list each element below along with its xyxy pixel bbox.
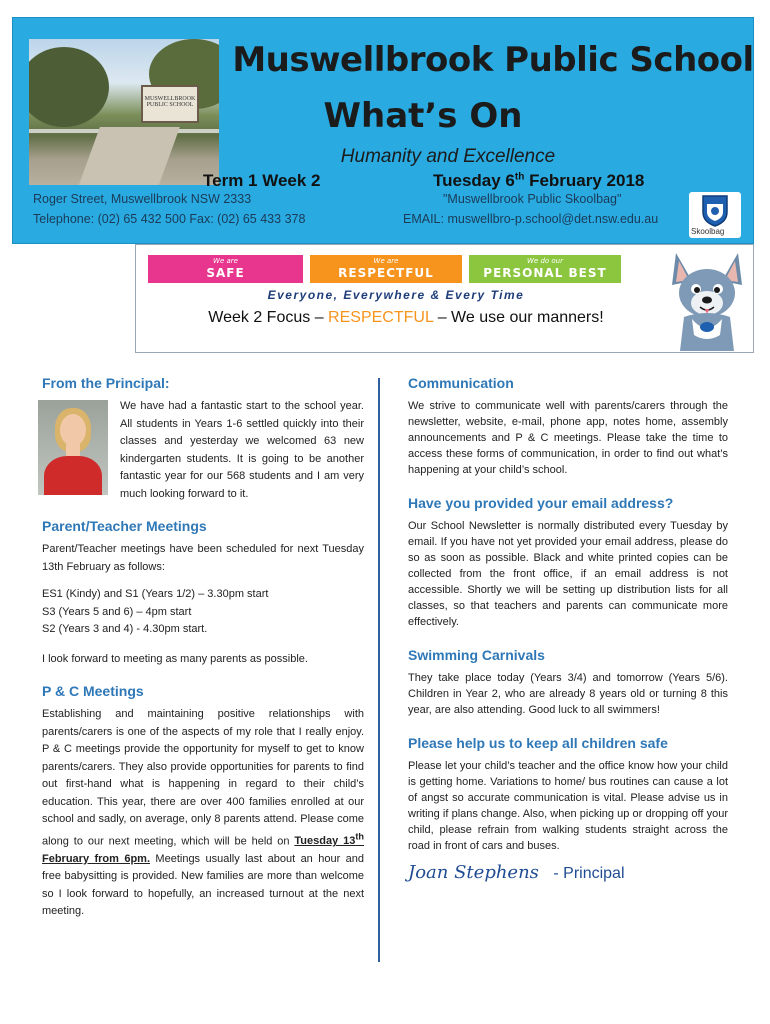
parent-teacher-closing: I look forward to meeting as many parents as possible. — [42, 652, 308, 665]
photo-sign: MUSWELLBROOK PUBLIC SCHOOL — [144, 96, 196, 108]
schedule-item: ES1 (Kindy) and S1 (Years 1/2) – 3.30pm start — [42, 588, 269, 600]
school-name: Muswellbrook Public School — [232, 40, 754, 80]
value-personal-best-badge: We do our PERSONAL BEST — [469, 255, 621, 283]
communication-section — [408, 374, 728, 478]
email-heading: Have you provided your email address? — [408, 495, 674, 511]
right-column — [408, 374, 728, 883]
email-section — [408, 494, 728, 630]
newsletter-header — [12, 17, 754, 244]
term-week: Term 1 Week 2 — [203, 171, 321, 190]
pc-meetings-text: Establishing and maintaining positive relationships with parents/carers is one of the aspects of my role that I really enjoy. P & C meetings provide the opportunity for myself to get to know parents/carers. They also provide opportunities for parents to find out first-hand what is happening in regard to their child’s education. This year, there are over 400 families enrolled at our school and sadly, on average, only 8 parents attend. Please come along to our next meeting, which will be held on Tuesday 13th February from 6pm. Meetings usually last about an hour and free babysitting is provided. New families are more than welcome so I look forward to hopefully, an increased turnout at the next meeting. — [42, 708, 364, 918]
meeting-date-highlight: Tuesday 13th February from 6pm. — [42, 831, 364, 865]
value-safe-badge: We are SAFE — [148, 255, 303, 283]
swimming-text: They take place today (Years 3/4) and tomorrow (Years 5/6). Children in Year 2, who are already 8 years old or turning 8 this year, are also attending. Good luck to all swimmers! — [408, 672, 728, 716]
principal-heading: From the Principal: — [42, 375, 170, 391]
skoolbag-logo: Skoolbag — [689, 192, 741, 238]
principal-signature — [408, 862, 728, 883]
pc-meetings-heading: P & C Meetings — [42, 683, 144, 699]
signature-role: - Principal — [553, 865, 625, 882]
parent-teacher-section — [42, 517, 364, 668]
value-respectful-badge: We are RESPECTFUL — [310, 255, 462, 283]
skoolbag-app-name: "Muswellbrook Public Skoolbag" — [443, 192, 622, 206]
meeting-schedule — [42, 586, 364, 639]
dog-mascot-icon — [662, 247, 752, 351]
school-email[interactable]: EMAIL: muswellbro-p.school@det.nsw.edu.au — [403, 212, 659, 226]
school-address: Roger Street, Muswellbrook NSW 2333 — [33, 192, 252, 206]
safety-heading: Please help us to keep all children safe — [408, 735, 668, 751]
safety-section — [408, 734, 728, 854]
school-entrance-photo — [29, 39, 219, 185]
pc-meetings-section — [42, 682, 364, 921]
schedule-item: S3 (Years 5 and 6) – 4pm start — [42, 605, 192, 618]
left-column — [42, 374, 364, 935]
school-values-panel — [135, 244, 754, 353]
swimming-heading: Swimming Carnivals — [408, 647, 545, 663]
school-phone-fax: Telephone: (02) 65 432 500 Fax: (02) 65 433 378 — [33, 212, 306, 226]
school-crest-icon — [689, 192, 741, 228]
email-text: Our School Newsletter is normally distributed every Tuesday by email. If you have not yet provided your email address, please do so as soon as possible. Black and white printed copies can be collected from the front office, if an email address is not accessible. Shortly we will be setting up distribution lists for all classes, so that teachers and parents can communicate more effectively. — [408, 520, 728, 628]
schedule-item: S2 (Years 3 and 4) - 4.30pm start. — [42, 623, 208, 635]
principal-section — [42, 374, 364, 503]
principal-photo — [38, 400, 108, 495]
communication-heading: Communication — [408, 375, 514, 391]
safety-text: Please let your child’s teacher and the office know how your child is getting home. Variations to home/ bus routines can cause a lot of angst so accurate communication is vital. Please advise us in writing if plans change. Also, when picking up or dropping off your child, please refrain from walking students straight across the road in front of cars and buses. — [408, 760, 728, 852]
issue-date: Tuesday 6th February 2018 — [433, 171, 645, 190]
communication-text: We strive to communicate well with parents/carers through the newsletter, website, e-mail, phone app, notes home, assembly announcements and P & C meetings. Please take the time to access these forms of communication, in order to find out what’s happening at your child’s school. — [408, 400, 728, 476]
parent-teacher-intro: Parent/Teacher meetings have been scheduled for next Tuesday 13th February as follows: — [42, 543, 364, 573]
school-motto: Humanity and Excellence — [340, 146, 556, 167]
swimming-section — [408, 646, 728, 718]
column-divider — [378, 378, 380, 962]
parent-teacher-heading: Parent/Teacher Meetings — [42, 518, 207, 534]
values-tagline: Everyone, Everywhere & Every Time — [267, 288, 525, 302]
signature-name: Joan Stephens — [408, 862, 539, 883]
week-focus: Week 2 Focus – RESPECTFUL – We use our manners! — [208, 309, 604, 326]
newsletter-title: What’s On — [323, 96, 523, 136]
principal-message: We have had a fantastic start to the school year. All students in Years 1-6 settled quickly into their classes and yesterday we welcomed 63 new kindergarten students. It is going to be another fantastic year for our 568 students and I am very much looking forward to it. — [120, 400, 364, 500]
